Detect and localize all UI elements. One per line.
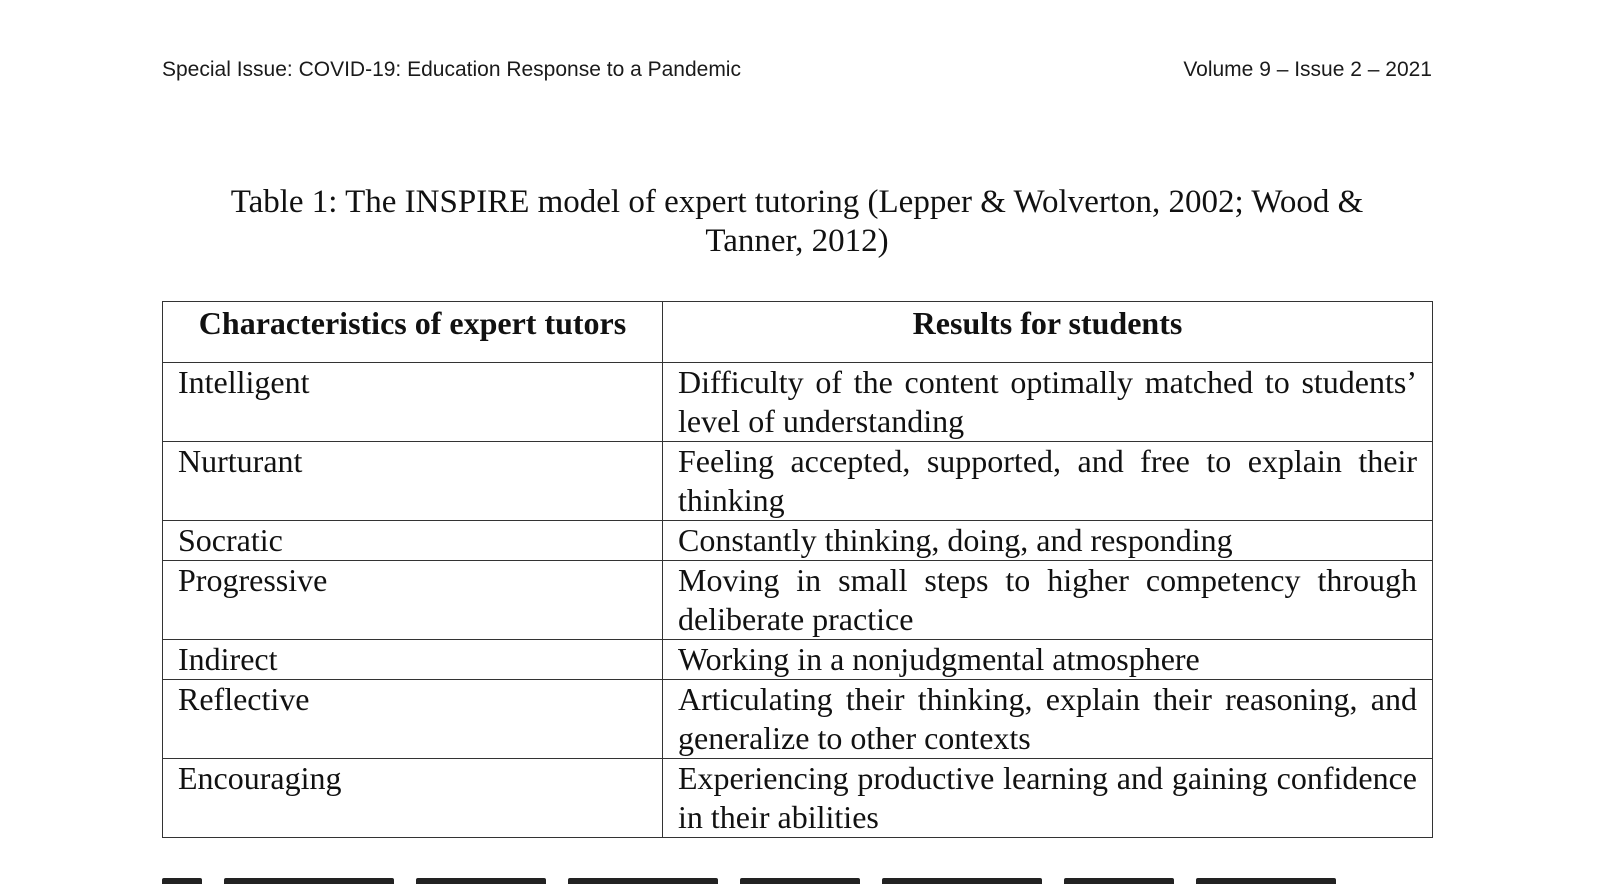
table-row xyxy=(163,442,1433,521)
result-cell: Experiencing productive learning and gaining confidence in their abilities xyxy=(663,759,1433,838)
trait-cell: Encouraging xyxy=(163,759,663,838)
journal-issue-title: Special Issue: COVID-19: Education Response to a Pandemic xyxy=(162,58,741,81)
table-row xyxy=(163,680,1433,759)
table-caption-line-1: Table 1: The INSPIRE model of expert tutoring (Lepper & Wolverton, 2002; Wood & xyxy=(230,184,1364,220)
result-cell: Working in a nonjudgmental atmosphere xyxy=(663,640,1433,680)
result-cell: Feeling accepted, supported, and free to explain their thinking xyxy=(663,442,1433,521)
running-header xyxy=(162,56,1432,84)
header-characteristics: Characteristics of expert tutors xyxy=(163,302,663,363)
table-row xyxy=(163,363,1433,442)
table-row xyxy=(163,521,1433,561)
cut-off-body-text xyxy=(162,872,1432,884)
table-caption xyxy=(162,183,1432,261)
result-cell: Constantly thinking, doing, and responding xyxy=(663,521,1433,561)
result-cell: Difficulty of the content optimally matched to students’ level of understanding xyxy=(663,363,1433,442)
table-row xyxy=(163,759,1433,838)
table-row xyxy=(163,640,1433,680)
trait-cell: Indirect xyxy=(163,640,663,680)
trait-cell: Nurturant xyxy=(163,442,663,521)
result-cell: Moving in small steps to higher competency through deliberate practice xyxy=(663,561,1433,640)
table-row xyxy=(163,561,1433,640)
trait-cell: Socratic xyxy=(163,521,663,561)
volume-issue-year: Volume 9 – Issue 2 – 2021 xyxy=(1183,58,1432,81)
trait-cell: Progressive xyxy=(163,561,663,640)
header-results: Results for students xyxy=(663,302,1433,363)
inspire-model-table xyxy=(162,301,1433,838)
table-caption-line-2: Tanner, 2012) xyxy=(705,223,889,259)
table-header-row xyxy=(163,302,1433,363)
trait-cell: Reflective xyxy=(163,680,663,759)
result-cell: Articulating their thinking, explain their reasoning, and generalize to other contexts xyxy=(663,680,1433,759)
trait-cell: Intelligent xyxy=(163,363,663,442)
